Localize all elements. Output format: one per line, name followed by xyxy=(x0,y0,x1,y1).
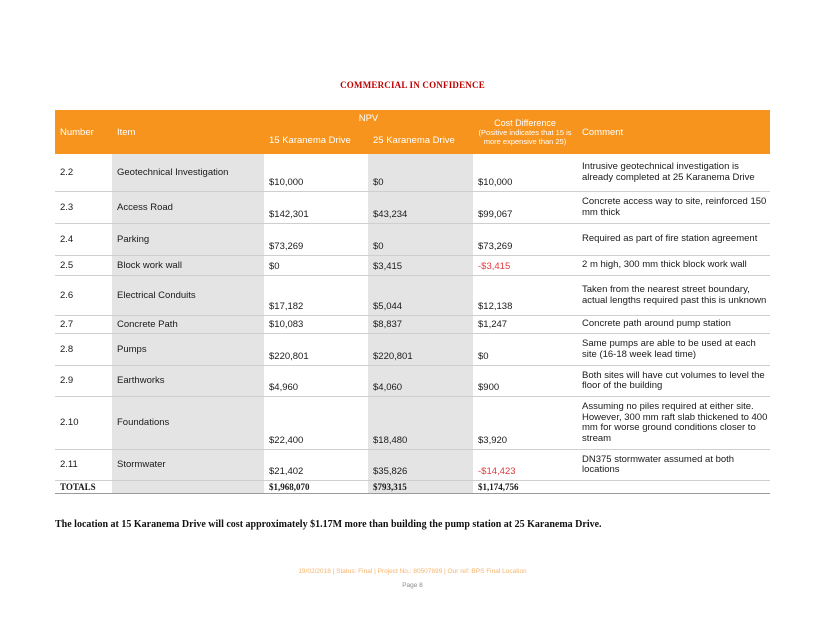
row-number: 2.3 xyxy=(55,191,112,223)
row-item: Electrical Conduits xyxy=(112,275,264,315)
row-site-25-cost: $18,480 xyxy=(368,396,473,449)
row-cost-difference: $10,000 xyxy=(473,154,577,191)
column-header-comment: Comment xyxy=(577,110,770,154)
row-item: Pumps xyxy=(112,333,264,365)
row-comment: Both sites will have cut volumes to level the floor of the building xyxy=(577,365,770,396)
table-row xyxy=(55,154,770,191)
row-site-25-cost: $4,060 xyxy=(368,365,473,396)
page-number: Page 8 xyxy=(402,582,423,589)
table-row xyxy=(55,223,770,255)
row-site-25-cost: $0 xyxy=(368,154,473,191)
table-row xyxy=(55,449,770,480)
row-site-15-cost: $17,182 xyxy=(264,275,368,315)
column-header-site-25: 25 Karanema Drive xyxy=(368,127,473,154)
row-site-25-cost: $43,234 xyxy=(368,191,473,223)
totals-row xyxy=(55,480,770,493)
row-cost-difference: $900 xyxy=(473,365,577,396)
row-comment: Required as part of fire station agreement xyxy=(577,223,770,255)
row-site-25-cost: $220,801 xyxy=(368,333,473,365)
row-number: 2.5 xyxy=(55,255,112,275)
table-row xyxy=(55,365,770,396)
row-number: 2.8 xyxy=(55,333,112,365)
table-row xyxy=(55,191,770,223)
totals-site-15: $1,968,070 xyxy=(264,480,368,493)
row-cost-difference: -$3,415 xyxy=(473,255,577,275)
row-comment: Concrete path around pump station xyxy=(577,315,770,333)
table-row xyxy=(55,315,770,333)
table-row xyxy=(55,396,770,449)
row-site-15-cost: $142,301 xyxy=(264,191,368,223)
row-site-15-cost: $220,801 xyxy=(264,333,368,365)
table-row xyxy=(55,275,770,315)
column-header-cost-difference xyxy=(473,110,577,154)
row-comment: 2 m high, 300 mm thick block work wall xyxy=(577,255,770,275)
table-row xyxy=(55,255,770,275)
cost-difference-note: (Positive indicates that 15 is more expensive than 25) xyxy=(478,128,572,146)
row-cost-difference: $0 xyxy=(473,333,577,365)
header-row-top xyxy=(55,110,770,127)
row-cost-difference: $99,067 xyxy=(473,191,577,223)
row-site-15-cost: $21,402 xyxy=(264,449,368,480)
row-number: 2.4 xyxy=(55,223,112,255)
row-comment: Intrusive geotechnical investigation is already completed at 25 Karanema Drive xyxy=(577,154,770,191)
row-site-25-cost: $3,415 xyxy=(368,255,473,275)
row-item: Foundations xyxy=(112,396,264,449)
row-cost-difference: $73,269 xyxy=(473,223,577,255)
row-number: 2.7 xyxy=(55,315,112,333)
row-item: Earthworks xyxy=(112,365,264,396)
cost-comparison-table xyxy=(55,110,770,494)
row-number: 2.2 xyxy=(55,154,112,191)
column-group-npv: NPV xyxy=(264,110,473,127)
row-cost-difference: $12,138 xyxy=(473,275,577,315)
row-number: 2.6 xyxy=(55,275,112,315)
row-number: 2.11 xyxy=(55,449,112,480)
row-site-15-cost: $73,269 xyxy=(264,223,368,255)
row-item: Access Road xyxy=(112,191,264,223)
row-site-15-cost: $22,400 xyxy=(264,396,368,449)
row-number: 2.10 xyxy=(55,396,112,449)
totals-item-blank xyxy=(112,480,264,493)
row-item: Block work wall xyxy=(112,255,264,275)
row-comment: Concrete access way to site, reinforced 150 mm thick xyxy=(577,191,770,223)
table-row xyxy=(55,333,770,365)
row-item: Concrete Path xyxy=(112,315,264,333)
row-item: Parking xyxy=(112,223,264,255)
summary-statement: The location at 15 Karanema Drive will cost approximately $1.17M more than building the pump station at 25 Karanema Drive. xyxy=(55,519,602,530)
row-site-25-cost: $35,826 xyxy=(368,449,473,480)
column-header-site-15: 15 Karanema Drive xyxy=(264,127,368,154)
row-item: Stormwater xyxy=(112,449,264,480)
totals-label: TOTALS xyxy=(55,480,112,493)
row-number: 2.9 xyxy=(55,365,112,396)
row-comment: Assuming no piles required at either site. However, 300 mm raft slab thickened to 400 mm for worse ground conditions closer to stream xyxy=(577,396,770,449)
row-item: Geotechnical Investigation xyxy=(112,154,264,191)
row-comment: Taken from the nearest street boundary, actual lengths required past this is unknown xyxy=(577,275,770,315)
row-site-25-cost: $0 xyxy=(368,223,473,255)
footer-meta: 19/02/2018 | Status: Final | Project No.: 80507899 | Our ref: BPS Final Location xyxy=(298,568,527,575)
row-cost-difference: $1,247 xyxy=(473,315,577,333)
column-header-item: Item xyxy=(112,110,264,154)
row-site-15-cost: $4,960 xyxy=(264,365,368,396)
column-header-number: Number xyxy=(55,110,112,154)
row-site-25-cost: $8,837 xyxy=(368,315,473,333)
totals-cost-difference: $1,174,756 xyxy=(473,480,577,493)
row-comment: Same pumps are able to be used at each site (16-18 week lead time) xyxy=(577,333,770,365)
row-cost-difference: $3,920 xyxy=(473,396,577,449)
row-site-15-cost: $10,000 xyxy=(264,154,368,191)
cost-difference-title: Cost Difference xyxy=(494,118,556,128)
row-comment: DN375 stormwater assumed at both locations xyxy=(577,449,770,480)
row-site-15-cost: $0 xyxy=(264,255,368,275)
row-site-25-cost: $5,044 xyxy=(368,275,473,315)
row-cost-difference: -$14,423 xyxy=(473,449,577,480)
totals-site-25: $793,315 xyxy=(368,480,473,493)
confidentiality-notice: COMMERCIAL IN CONFIDENCE xyxy=(340,80,485,90)
totals-comment-blank xyxy=(577,480,770,493)
row-site-15-cost: $10,083 xyxy=(264,315,368,333)
